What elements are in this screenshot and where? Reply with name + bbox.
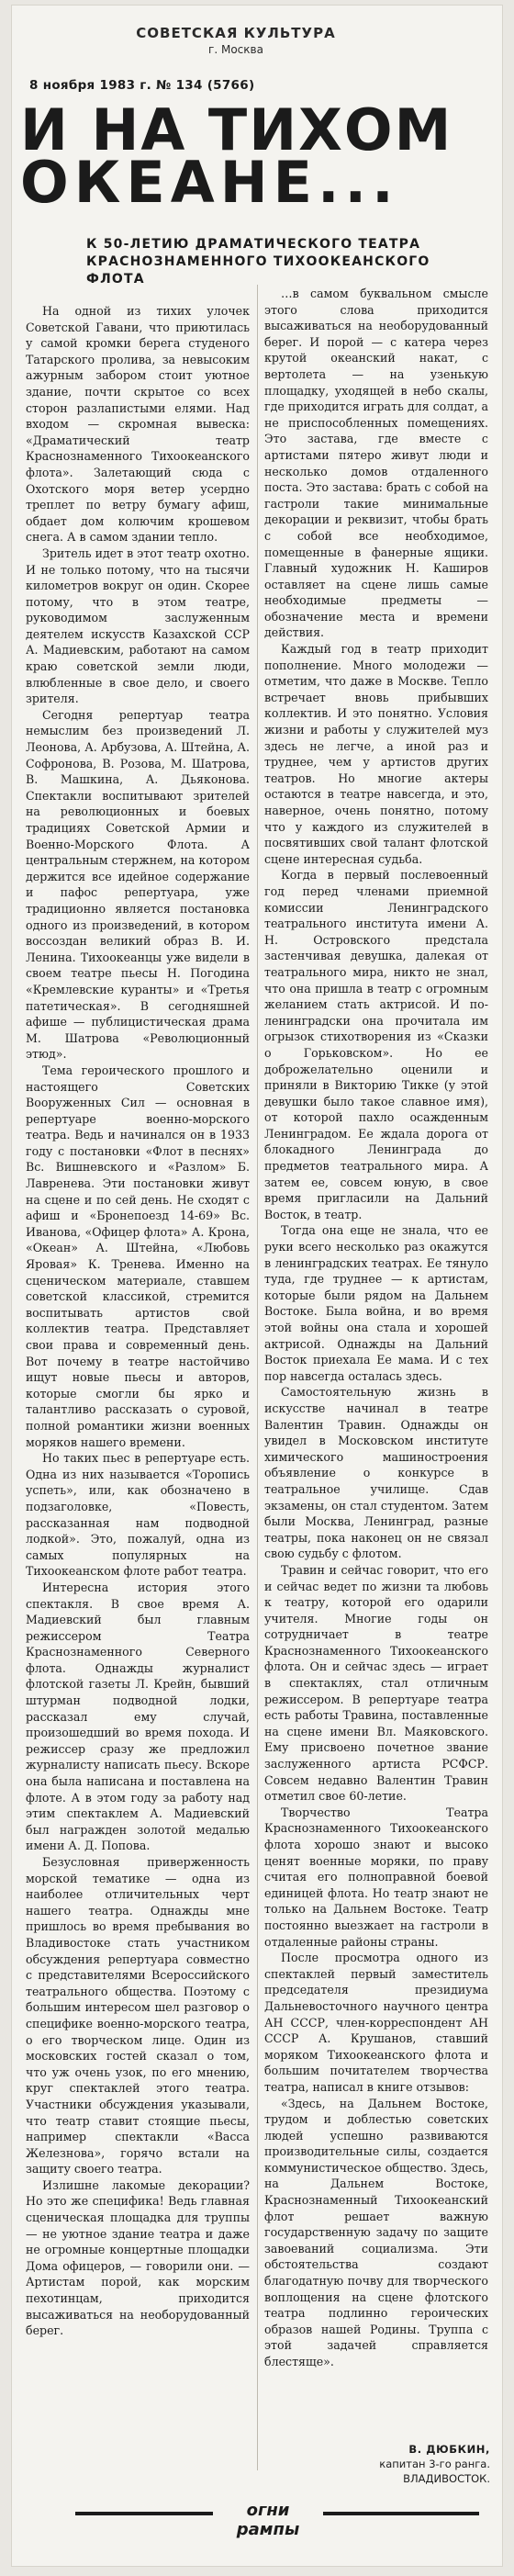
column-divider [257,285,258,2470]
newspaper-clipping [11,5,503,2567]
headline-line-1: И НА ТИХОМ [20,96,453,163]
article-headline [20,96,497,217]
paragraph: Безусловная приверженность морской тематике — одна из наиболее отличительных черт нашего театра. Однажды мне пришлось во время пребывания во Владивостоке стать участником обсуждения репертуара совместно с представителями Всероссийского театрального общества. Поэтому с большим интересом шел разговор о специфике военно-морского театра, о его творческом лице. Один из московских гостей сказал о том, что уж очень узок, по его мнению, круг спектаклей этого театра. Участники обсуждения указывали, что театр ставит стоящие пьесы, например спектакли «Васса Железнова», горячо встали на защиту своего театра. [26,1855,250,2177]
footer-rule-right [323,2512,479,2515]
author-signature [261,2442,490,2486]
paragraph: Излишне лакомые декорации? Но это же специфика! Ведь главная сценическая площадка для труппы — не уютное здание театра и даже не огромные концертные площадки Дома офицеров, — говорили они. — Артистам порой, как морским пехотинцам, приходится высаживаться на необорудованный берег. [26,2177,250,2338]
paragraph: Интересна история этого спектакля. В свое время А. Мадиевский был главным режиссером Театра Краснознаменного Северного флота. Однажды журналист флотской газеты Л. Крейн, бывший штурман подводной лодки, рассказал ему случай, произошедший во время похода. И режиссер сразу же предложил журналисту написать пьесу. Вскоре она была написана и поставлена на флоте. А в этом году за работу над этим спектаклем А. Мадиевский был награжден золотой медалью имени А. Д. Попова. [26,1580,250,1853]
author-name: В. ДЮБКИН, [408,2443,490,2456]
masthead [121,25,351,56]
author-city: ВЛАДИВОСТОК. [403,2472,490,2486]
masthead-city: г. Москва [208,43,263,56]
paragraph: …в самом буквальном смысле этого слова приходится высаживаться на необорудованный берег. И порой — с катера через крутой океанский накат, с вертолета — на узенькую площадку, уходящей в небо скалы, где приходится играть для солдат, а не приспособленных помещениях. Это застава, где вместе с артистами пятеро живут люди и несколько домов отдаленного поста. Это застава: брать с собой на гастроли такие минимальные декорации и реквизит, чтобы брать с собой все необходимое, помещенные в фанерные ящики. Главный художник Н. Каширов оставляет на сцене лишь самые необходимые предметы — обозначение места и времени действия. [264,287,488,640]
paragraph: Тема героического прошлого и настоящего Советских Вооруженных Сил — основная в репертуаре военно-морского театра. Ведь и начинался он в 1933 году с постановки «Флот в песнях» Вс. Вишневского и «Разлом» Б. Лавренева. Эти постановки живут на сцене и по сей день. Не сходят с афиш и «Бронепоезд 14-69» Вс. Иванова, «Офицер флота» А. Крона, «Океан» А. Штейна, «Любовь Яровая» К. Тренева. Именно на сценическом материале, ставшем советской классикой, стремится воспитывать артистов свой коллектив театра. Представляет свои права и современный день. Вот почему в театре настойчиво ищут новые пьесы и авторов, которые смогли бы ярко и талантливо рассказать о суровой, полной романтики жизни военных моряков нашего времени. [26,1063,250,1449]
paragraph: Самостоятельную жизнь в искусстве начинал в театре Валентин Травин. Однажды он увидел в Московском институте химического машиностроения объявление о конкурсе в театральное училище. Сдав экзамены, он стал студентом. Затем были Москва, Ленинград, разные театры, пока наконец он не связал свою судьбу с флотом. [264,1385,488,1561]
paragraph: Каждый год в театр приходит пополнение. Много молодежи — отметим, что даже в Москве. Тепло встречает вновь прибывших коллектив. И это понятно. Условия жизни и работы у служителей муз здесь не легче, а иной раз и труднее, чем у артистов других театров. Но многие актеры остаются в театре навсегда, и это, наверное, очень понятно, потому что у каждого из служителей в посвятивших свой талант флотской сцене интересная судьба. [264,642,488,866]
paragraph: Сегодня репертуар театра немыслим без произведений Л. Леонова, А. Арбузова, А. Штейна, А. Софронова, В. Розова, М. Шатрова, В. Машкина, А. Дьяконова. Спектакли воспитывают зрителей на революционных и боевых традициях Советской Армии и Военно-Морского Флота. А центральным стержнем, на котором держится все идейное содержание и пафос репертуара, уже традиционно является постановка одного из произведений, в котором воссоздан великий образ В. И. Ленина. Тихоокеанцы уже видели в своем театре пьесы Н. Погодина «Кремлевские куранты» и «Третья патетическая». В сегодняшней афише — публицистическая драма М. Шатрова «Революционный этюд». [26,707,250,1062]
article-subhead: К 50-ЛЕТИЮ ДРАМАТИЧЕСКОГО ТЕАТРА КРАСНОЗНАМЕННОГО ТИХООКЕАНСКОГО ФЛОТА [86,237,430,287]
paragraph: На одной из тихих улочек Советской Гавани, что приютилась у самой кромки берега студеного Татарского пролива, за невысоким ажурным забором стоит уютное здание, почти скрытое со всех сторон разлапистыми елями. Над входом — скромная вывеска: «Драматический театр Краснознаменного Тихоокеанского флота». Залетающий сюда с Охотского моря ветер усердно треплет по ветру бумагу афиш, обдает дом колючим крошевом снега. А в самом здании тепло. [26,304,250,545]
paragraph: Творчество Театра Краснознаменного Тихоокеанского флота хорошо знают и высоко ценят военные моряки, по праву считая его полноправной боевой единицей флота. Но театр знают не только на Дальнем Востоке. Театр постоянно выезжает на гастроли в отдаленные районы страны. [264,1805,488,1949]
issue-dateline: 8 ноября 1983 г. № 134 (5766) [29,78,255,93]
paragraph: После просмотра одного из спектаклей первый заместитель председателя президиума Дальневосточного научного центра АН СССР, член-корреспондент АН СССР А. Крушанов, ставший моряком Тихоокеанского флота и большим почитателем творчества театра, написал в книге отзывов: [264,1951,488,2094]
masthead-title: СОВЕТСКАЯ КУЛЬТУРА [136,25,336,41]
article-column-right [264,286,488,2471]
paragraph: Тогда она еще не знала, что ее руки всего несколько раз окажутся в ленинградских театрах. Ее тянуло туда, где труднее — к артистам, которые были рядом на Дальнем Востоке. Была война, и во время этой войны она стала и хорошей актрисой. Однажды на Дальний Восток приехала Ее мама. И с тех пор навсегда осталась здесь. [264,1223,488,1383]
article-column-left [26,303,250,2470]
footer-rule-left [75,2512,213,2515]
paragraph: «Здесь, на Дальнем Востоке, трудом и доблестью советских людей успешно развиваются производительные силы, создается коммунистическое общество. Здесь, на Дальнем Востоке, Краснознаменный Тихоокеанский флот решает важную государственную задачу по защите завоеваний социализма. Эти обстоятельства создают благодатную почву для творческого воплощения на сцене флотского театра подлинно героических образов нашей Родины. Труппа с этой задачей справляется блестяще». [264,2096,488,2368]
paragraph: Когда в первый послевоенный год перед членами приемной комиссии Ленинградского театрального института имени А. Н. Островского предстала застенчивая девушка, далекая от театрального мира, никто не знал, что она пришла в театр с огромным желанием стать актрисой. И по-ленинградски она прочитала им огрызок стихотворения из «Сказки о Горьковском». Нo ее доброжелательно оценили и приняли в Викторию Тикке (у этой девушки было такое славное имя), от которой пахло осажденным Ленинградом. Ее ждала дорога от блокадного Ленинграда до предметов театрального мира. А затем ее, совсем юную, в свое время пригласили на Дальний Восток, в театр. [264,868,488,1221]
paragraph: Зритель идет в этот театр охотно. И не только потому, что на тысячи километров вокруг он один. Скорее потому, что в этом театре, руководимом заслуженным деятелем искусств Казахской ССР А. Мадиевским, работают на самом краю советской земли люди, влюбленные в свое дело, и своего зрителя. [26,546,250,706]
rubric-label: огни рампы [236,2501,300,2539]
headline-line-2: ОКЕАНЕ... [20,149,399,217]
rubric-footer [11,2497,503,2539]
paragraph: Травин и сейчас говорит, что его и сейчас ведет по жизни та любовь к театру, которой его одарили учителя. Многие годы он сотрудничает в театре Краснознаменного Тихоокеанского флота. Он и сейчас здесь — играет в спектаклях, стал отличным режиссером. В репертуаре театра есть работы Травина, поставленные на сцене имени Вл. Маяковского. Ему присвоено почетное звание заслуженного артиста РСФСР. Совсем недавно Валентин Травин отметил свое 60-летие. [264,1562,488,1804]
author-rank: капитан 3-го ранга. [379,2458,490,2471]
paragraph: Но таких пьес в репертуаре есть. Одна из них называется «Торопись успеть», или, как обозначено в подзаголовке, «Повесть, рассказанная нам подводной лодкой». Это, пожалуй, одна из самых популярных на Тихоокеанском флоте работ театра. [26,1451,250,1579]
